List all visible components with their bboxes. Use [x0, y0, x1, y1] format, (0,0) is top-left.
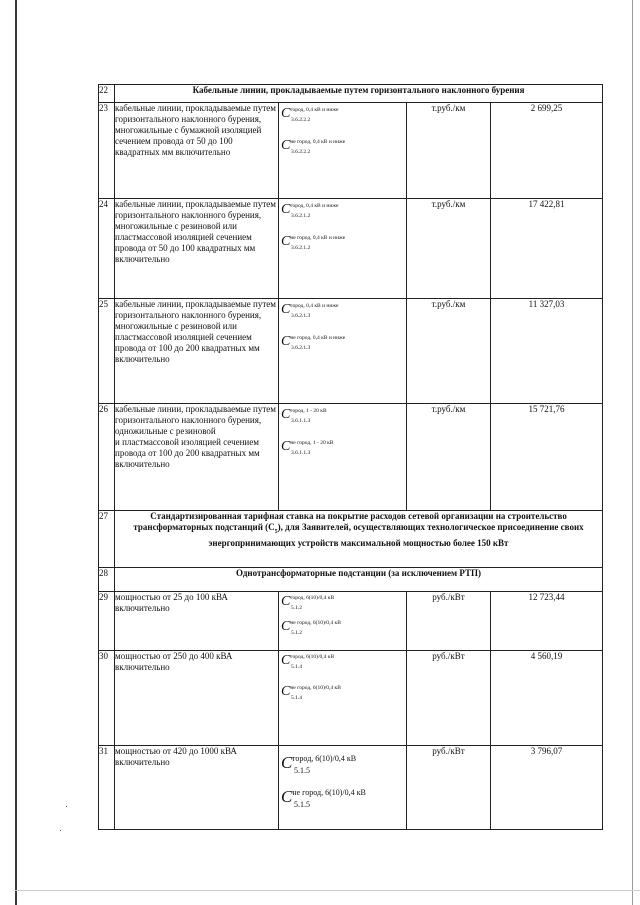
symbol-superscript: не город, 6(10)/0,4 кВ	[290, 685, 341, 691]
scan-speck	[66, 806, 67, 807]
symbol-letter: C	[281, 407, 291, 422]
symbol-subscript: 5.1.5	[294, 766, 310, 775]
row-number: 30	[99, 651, 115, 746]
table-row-26	[99, 404, 603, 511]
table-row-31	[99, 746, 603, 830]
table-row-29	[99, 592, 603, 651]
unit-cell: т.руб./км	[407, 299, 491, 404]
section-title-part: ), для Заявителей, осуществляющих технологическое присоединение своих энергопринимающих устройств максимальной мощностью более 150 кВт	[208, 522, 584, 548]
rate-symbols	[279, 299, 407, 404]
symbol-subscript: 3.6.2.1.3	[291, 345, 311, 351]
row-number: 29	[99, 592, 115, 651]
symbol-superscript: город, 0,4 кВ и ниже	[290, 303, 339, 309]
symbol-letter: C	[281, 106, 291, 121]
symbol-subscript: 3.6.2.1.2	[291, 213, 311, 219]
symbol-letter: C	[281, 202, 291, 217]
rate-symbol-noncity	[281, 235, 406, 254]
scan-speck	[60, 830, 61, 831]
unit-cell: руб./кВт	[407, 592, 491, 651]
table-row-30	[99, 651, 603, 746]
table-row-23	[99, 103, 603, 199]
section-title	[115, 511, 603, 568]
table-row-24	[99, 199, 603, 299]
symbol-superscript: город, 6(10)/0,4 кВ	[290, 654, 335, 660]
item-description: кабельные линии, прокладываемые путем горизонтального наклонного бурения, многожильные с резиновой или пластмассовой изоляцией сечением провода от 100 до 200 квадратных мм включительно	[115, 299, 279, 404]
item-description: мощностью от 250 до 400 кВА включительно	[115, 651, 279, 746]
value-cell: 11 327,03	[491, 299, 603, 404]
symbol-subscript: 3.6.1.1.3	[291, 418, 311, 424]
rate-symbol-city	[281, 753, 406, 776]
item-description	[115, 404, 279, 511]
symbol-superscript: город, 1 - 20 кВ	[290, 408, 327, 414]
symbol-superscript: город, 6(10)/0,4 кВ	[292, 754, 357, 763]
rate-symbols	[279, 651, 407, 746]
symbol-subscript: 5.1.4	[291, 695, 302, 701]
section-title: Кабельные линии, прокладываемые путем горизонтального наклонного бурения	[115, 85, 603, 103]
rate-symbol-city	[281, 107, 406, 126]
row-number: 31	[99, 746, 115, 830]
section-title-part: Стандартизированная тарифная ставка на покрытие расходов сетевой организации на строительство трансформаторных подстанций (С	[133, 511, 567, 532]
tariff-table	[98, 84, 603, 830]
unit-cell: руб./кВт	[407, 746, 491, 830]
symbol-subscript: 5.1.2	[291, 605, 302, 611]
table-row-27	[99, 511, 603, 568]
rate-symbol-city	[281, 203, 406, 222]
symbol-letter: C	[281, 594, 291, 609]
rate-symbols	[279, 592, 407, 651]
table-row-28	[99, 568, 603, 592]
rate-symbol-noncity	[281, 787, 406, 810]
rate-symbol-noncity	[281, 440, 406, 459]
section-title-subscript: 5	[274, 528, 278, 535]
symbol-superscript: не город, 0,4 кВ и ниже	[290, 139, 346, 145]
symbol-subscript: 5.1.5	[294, 800, 310, 809]
symbol-subscript: 5.1.4	[291, 664, 302, 670]
symbol-subscript: 3.6.2.1.3	[291, 313, 311, 319]
unit-cell: т.руб./км	[407, 404, 491, 511]
rate-symbol-noncity	[281, 139, 406, 158]
symbol-superscript: не город, 0,4 кВ и ниже	[290, 235, 346, 241]
scan-edge-left	[15, 0, 17, 905]
rate-symbol-noncity	[281, 620, 406, 639]
rate-symbol-noncity	[281, 685, 406, 704]
symbol-letter: C	[281, 302, 291, 317]
value-cell: 12 723,44	[491, 592, 603, 651]
symbol-letter: C	[281, 234, 291, 249]
item-description: мощностью от 420 до 1000 кВА включительно	[115, 746, 279, 830]
unit-cell: руб./кВт	[407, 651, 491, 746]
unit-cell: т.руб./км	[407, 199, 491, 299]
symbol-letter: C	[281, 684, 291, 699]
symbol-subscript: 5.1.2	[291, 630, 302, 636]
item-description-line: и пластмассовой изоляцией сечением провода от 100 до 200 квадратных мм включительно	[115, 437, 260, 469]
symbol-superscript: город, 6(10)/0,4 кВ	[290, 595, 335, 601]
symbol-subscript: 3.6.2.1.2	[291, 245, 311, 251]
item-description: кабельные линии, прокладываемые путем горизонтального наклонного бурения, многожильные с резиновой или пластмассовой изоляцией сечением провода от 50 до 100 квадратных мм включительно	[115, 199, 279, 299]
row-number: 25	[99, 299, 115, 404]
symbol-subscript: 3.6.2.2.2	[291, 117, 311, 123]
rate-symbols	[279, 199, 407, 299]
row-number: 27	[99, 511, 115, 568]
symbol-letter: C	[281, 653, 291, 668]
symbol-letter: C	[281, 619, 291, 634]
rate-symbols	[279, 746, 407, 830]
rate-symbols	[279, 404, 407, 511]
row-number: 26	[99, 404, 115, 511]
rate-symbol-city	[281, 303, 406, 322]
rate-symbol-city	[281, 595, 406, 614]
symbol-superscript: не город, 6(10)/0,4 кВ	[292, 788, 366, 797]
value-cell: 3 796,07	[491, 746, 603, 830]
symbol-superscript: не город, 0,4 кВ и ниже	[290, 335, 346, 341]
unit-cell: т.руб./км	[407, 103, 491, 199]
symbol-letter: C	[281, 439, 291, 454]
rate-symbol-city	[281, 408, 406, 427]
value-cell: 2 699,25	[491, 103, 603, 199]
symbol-superscript: город, 0,4 кВ и ниже	[290, 107, 339, 113]
item-description: мощностью от 25 до 100 кВА включительно	[115, 592, 279, 651]
scan-edge-right	[632, 0, 633, 905]
row-number: 28	[99, 568, 115, 592]
symbol-subscript: 3.6.2.2.2	[291, 149, 311, 155]
table-row-22	[99, 85, 603, 103]
section-title: Однотрансформаторные подстанции (за исключением РТП)	[115, 568, 603, 592]
symbol-superscript: не город, 6(10)/0,4 кВ	[290, 620, 341, 626]
value-cell: 17 422,81	[491, 199, 603, 299]
rate-symbols	[279, 103, 407, 199]
symbol-subscript: 3.6.1.1.3	[291, 450, 311, 456]
value-cell: 4 560,19	[491, 651, 603, 746]
symbol-letter: C	[281, 334, 291, 349]
table-row-25	[99, 299, 603, 404]
rate-symbol-city	[281, 654, 406, 673]
row-number: 22	[99, 85, 115, 103]
row-number: 23	[99, 103, 115, 199]
symbol-letter: C	[281, 138, 291, 153]
value-cell: 15 721,76	[491, 404, 603, 511]
row-number: 24	[99, 199, 115, 299]
symbol-letter: C	[281, 753, 293, 772]
symbol-letter: C	[281, 787, 293, 806]
symbol-superscript: не город, 1 - 20 кВ	[290, 440, 334, 446]
scan-edge-bottom	[15, 890, 640, 891]
symbol-superscript: город, 0,4 кВ и ниже	[290, 203, 339, 209]
rate-symbol-noncity	[281, 335, 406, 354]
item-description: кабельные линии, прокладываемые путем горизонтального наклонного бурения, многожильные с бумажной изоляцией сечением провода от 50 до 100 квадратных мм включительно	[115, 103, 279, 199]
item-description-line: кабельные линии, прокладываемые путем горизонтального наклонного бурения, одножильные с резиновой	[115, 404, 276, 436]
